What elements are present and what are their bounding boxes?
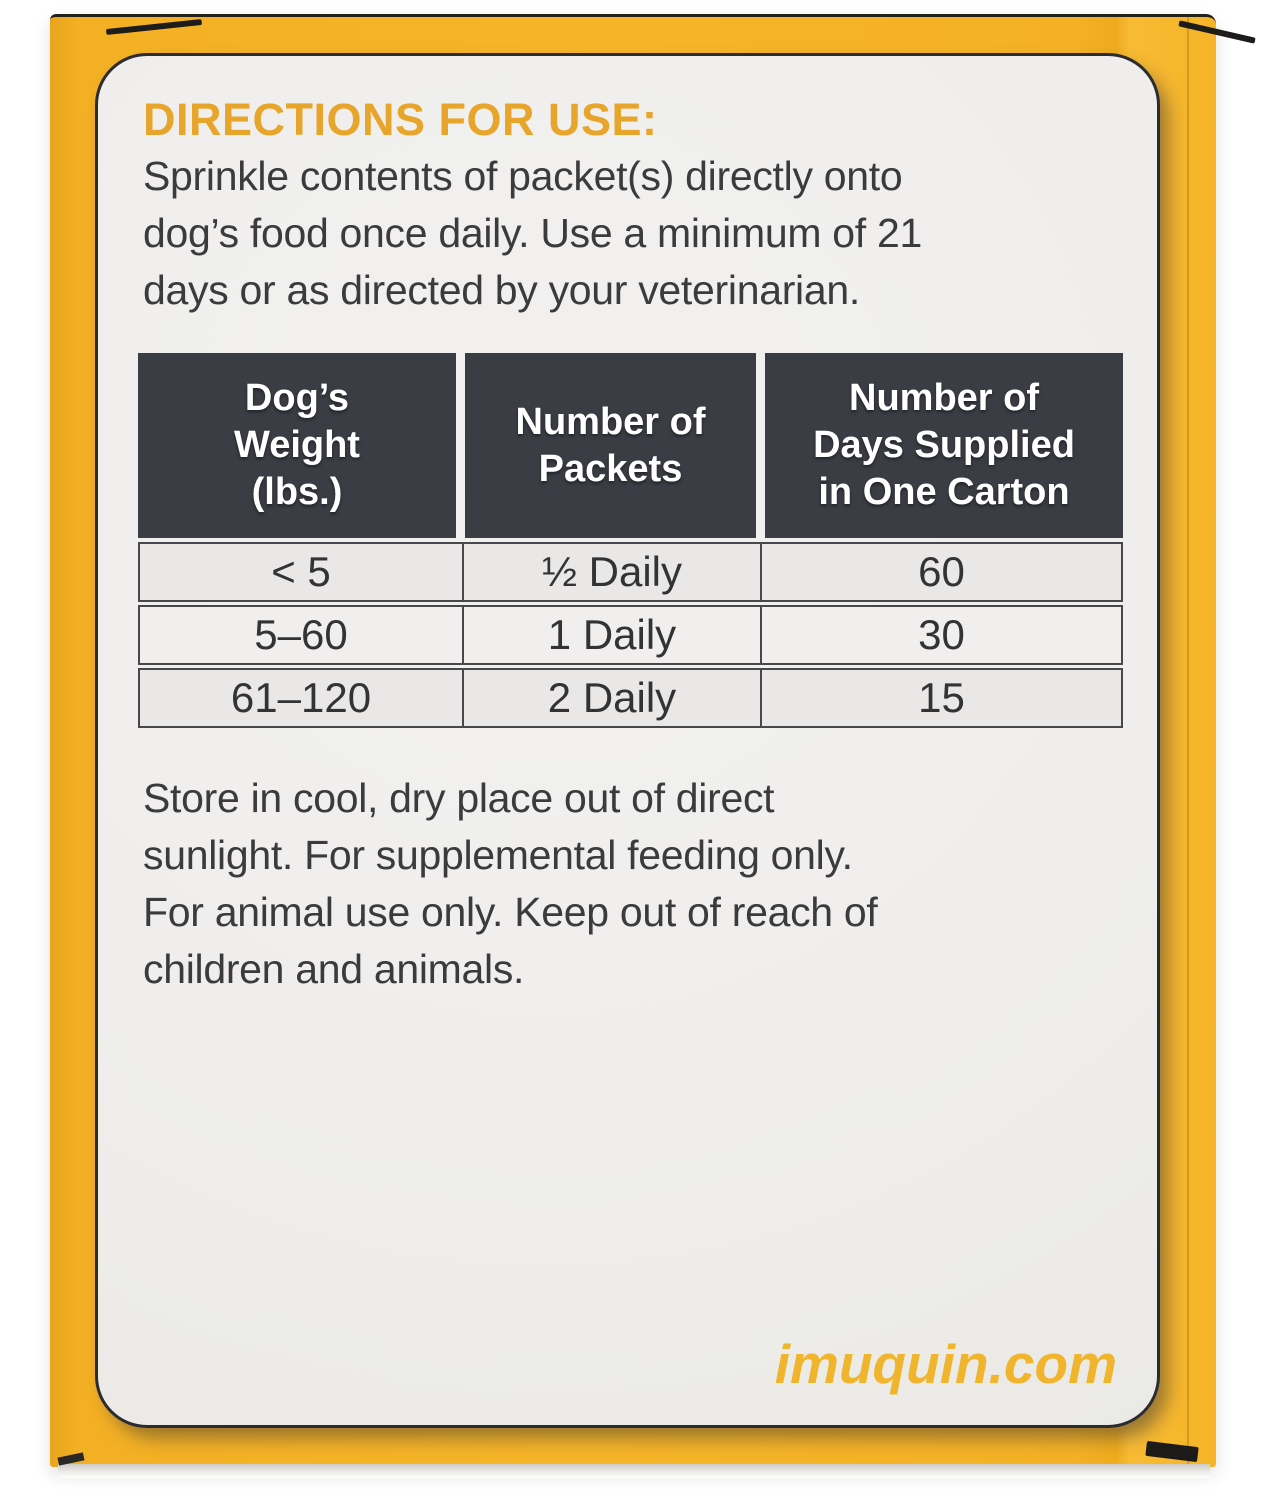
table-cell-packets: 2 Daily [462,670,760,726]
table-row [138,668,1123,728]
table-cell-weight: 5–60 [254,611,348,658]
text-line: dog’s food once daily. Use a minimum of 21 [143,210,922,256]
table-header-cell-days [765,353,1123,538]
table-cell-days: 15 [760,670,1121,726]
table-cell-days: 60 [760,544,1121,600]
dosage-table-body [138,542,1123,728]
table-cell-packets: ½ Daily [462,544,760,600]
box-back-panel [50,14,1216,1467]
box-fold-seam [1187,17,1189,1467]
text-line: sunlight. For supplemental feeding only. [143,832,853,878]
text-line: For animal use only. Keep out of reach of [143,889,878,935]
box-lid-edge-right [1178,20,1255,43]
storage-warning-text [143,770,877,998]
text-line: Store in cool, dry place out of direct [143,775,775,821]
text-line: children and animals. [143,946,525,992]
text-line: Dog’s [244,377,350,419]
box-bottom-edge [58,1464,1210,1478]
text-line: in One Carton [818,471,1070,513]
directions-text [143,148,922,319]
website-url: imuquin.com [774,1333,1117,1395]
dosage-table [138,353,1123,728]
box-lid-edge-left [106,19,202,35]
dosage-table-header [138,353,1123,538]
text-line: Number of [849,377,1039,419]
table-cell-packets: 1 Daily [462,607,760,663]
table-cell-weight: < 5 [271,548,331,595]
directions-heading: DIRECTIONS FOR USE: [143,94,658,145]
directions-label-panel [95,53,1160,1428]
text-line: Packets [538,447,683,490]
table-header-cell-weight [138,353,456,538]
table-row [138,542,1123,602]
text-line: Number of [515,400,706,443]
table-header-cell-packets [465,353,756,538]
table-cell-days: 30 [760,607,1121,663]
text-line: Weight [234,424,360,466]
text-line: Sprinkle contents of packet(s) directly onto [143,153,903,199]
table-cell-weight: 61–120 [230,674,372,721]
text-line: (lbs.) [251,471,343,513]
text-line: Days Supplied [813,424,1075,466]
table-row [138,605,1123,665]
text-line: days or as directed by your veterinarian. [143,267,860,313]
